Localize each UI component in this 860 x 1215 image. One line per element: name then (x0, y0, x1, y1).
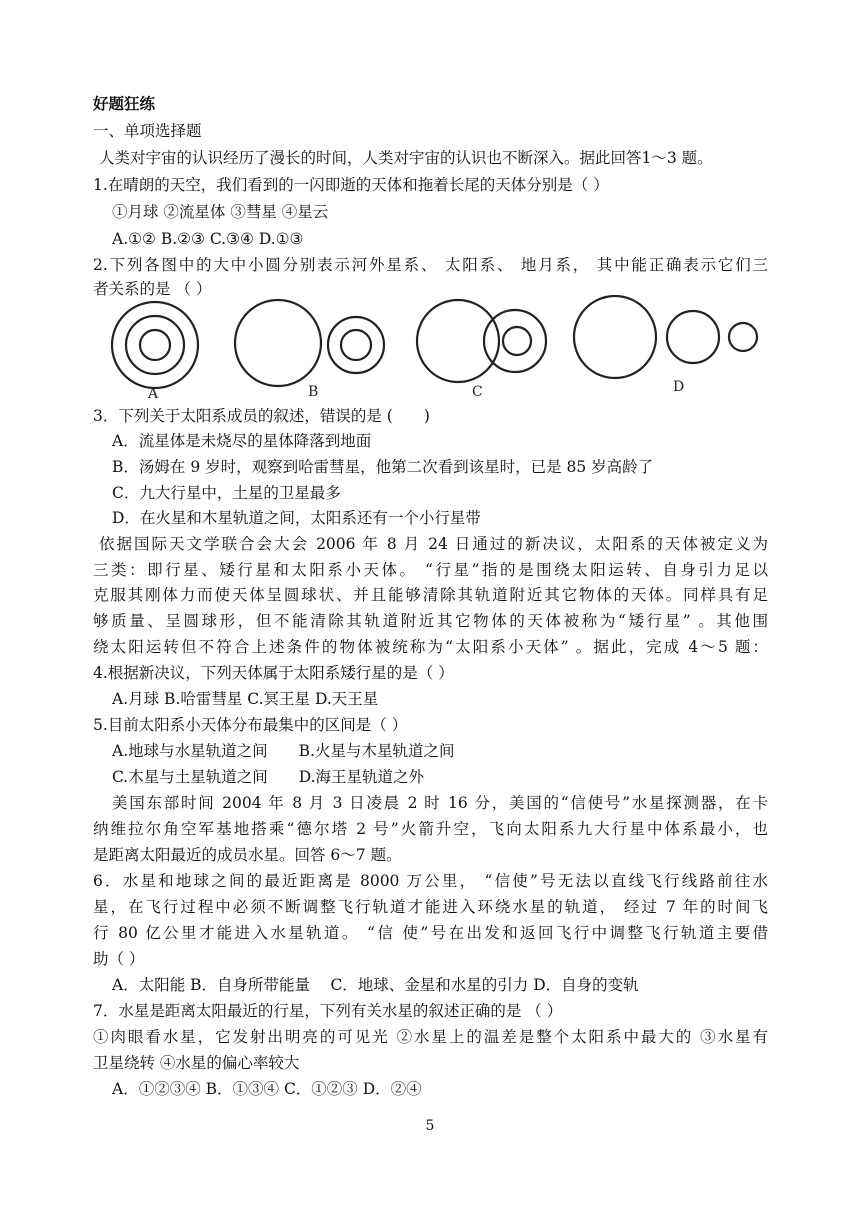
q5-options-line1: A.地球与水星轨道之间 B.火星与木星轨道之间 (112, 742, 455, 760)
intro-6-7-line2: 纳维拉尔角空军基地搭乘“德尔塔 2 号”火箭升空，飞向太阳系九大行星中体系最小，也 (93, 820, 768, 838)
q7-stem: 7．水星是距离太阳最近的行星，下列有关水星的叙述正确的是 （ ） (93, 1002, 563, 1020)
figure-c-medium-circle (484, 310, 546, 372)
intro-6-7-line1: 美国东部时间 2004 年 8 月 3 日凌晨 2 时 16 分，美国的“信使号”水星探测器，在卡 (112, 794, 768, 812)
q6-stem-line4: 助（ ） (93, 950, 145, 968)
page-number: 5 (425, 1118, 435, 1134)
figure-c-small-circle (503, 327, 531, 355)
q5-options-line2: C.木星与土星轨道之间 D.海王星轨道之外 (112, 768, 425, 786)
intro-1-3: 人类对宇宙的认识经历了漫长的时间，人类对宇宙的认识也不断深入。据此回答1～3 题。 (99, 149, 713, 167)
figure-c-large-circle (417, 300, 499, 382)
q1-options: A.①② B.②③ C.③④ D.①③ (112, 230, 304, 248)
q1-items: ①月球 ②流星体 ③彗星 ④星云 (112, 203, 329, 221)
q2-figure (100, 295, 780, 400)
intro-4-5-line5: 绕太阳运转但不符合上述条件的物体被统称为“太阳系小天体” 。据此，完成 4～5 题： (93, 638, 768, 656)
figure-label-d: D (673, 379, 685, 395)
part-title: 一、单项选择题 (93, 122, 202, 140)
q3-option-a: A．流星体是未烧尽的星体降落到地面 (112, 432, 372, 450)
figure-a-medium-circle (126, 316, 184, 374)
q6-options: A．太阳能 B．自身所带能量 C．地球、金星和水星的引力 D．自身的变轨 (112, 976, 639, 994)
q4-options: A.月球 B.哈雷彗星 C.冥王星 D.天王星 (112, 690, 379, 708)
figure-d-medium-circle (667, 311, 719, 363)
figure-b-small-circle (341, 330, 371, 360)
figure-label-b: B (308, 384, 319, 400)
figure-d-large-circle (574, 296, 656, 378)
figure-label-c: C (472, 384, 483, 400)
q1-stem: 1.在晴朗的天空，我们看到的一闪即逝的天体和拖着长尾的天体分别是（ ） (93, 176, 609, 194)
figure-b-large-circle (235, 300, 321, 386)
q6-stem-line2: 星，在飞行过程中必须不断调整飞行轨道才能进入环绕水星的轨道， 经过 7 年的时间飞 (93, 898, 768, 916)
q3-option-b: B．汤姆在 9 岁时，观察到哈雷彗星，他第二次看到该星时，已是 85 岁高龄了 (112, 458, 654, 476)
q7-options: A．①②③④ B．①③④ C．①②③ D．②④ (112, 1080, 422, 1098)
figure-a-small-circle (140, 330, 170, 360)
q2-stem-line1: 2.下列各图中的大中小圆分别表示河外星系、 太阳系、 地月系， 其中能正确表示它们三 (93, 256, 768, 274)
figure-b-medium-circle (328, 317, 384, 373)
q2-stem-line2: 者关系的是 （ ） (93, 280, 212, 298)
intro-4-5-line4: 够质量、呈圆球形，但不能清除其轨道附近其它物体的天体被称为“矮行星” 。其他围 (93, 612, 768, 630)
intro-4-5-line3: 克服其刚体力而使天体呈圆球状、并且能够清除其轨道附近其它物体的天体。同样具有足 (93, 586, 768, 604)
intro-6-7-line3: 是距离太阳最近的成员水星。回答 6～7 题。 (93, 846, 402, 864)
intro-4-5-line1: 依据国际天文学联合会大会 2006 年 8 月 24 日通过的新决议，太阳系的天体被定义为 (99, 535, 768, 553)
figure-label-a: A (148, 386, 159, 400)
q6-stem-line3: 行 80 亿公里才能进入水星轨道。 “信 使”号在出发和返回飞行中调整飞行轨道主要借 (93, 924, 768, 942)
figure-d-small-circle (729, 323, 757, 351)
q3-option-c: C．九大行星中，土星的卫星最多 (112, 484, 341, 502)
q3-stem: 3．下列关于太阳系成员的叙述，错误的是 ( ) (93, 407, 430, 425)
q4-stem: 4.根据新决议，下列天体属于太阳系矮行星的是（ ） (93, 664, 454, 682)
intro-4-5-line2: 三类：即行星、矮行星和太阳系小天体。 “行星”指的是围绕太阳运转、自身引力足以 (93, 561, 768, 579)
q7-items-line1: ①肉眼看水星，它发射出明亮的可见光 ②水星上的温差是整个太阳系中最大的 ③水星有 (93, 1028, 768, 1046)
q7-items-line2: 卫星绕转 ④水星的偏心率较大 (93, 1054, 300, 1072)
q6-stem-line1: 6．水星和地球之间的最近距离是 8000 万公里， “信使”号无法以直线飞行线路前往水 (93, 872, 768, 890)
q3-option-d: D．在火星和木星轨道之间，太阳系还有一个小行星带 (112, 509, 481, 527)
q5-stem: 5.目前太阳系小天体分布最集中的区间是（ ） (93, 716, 408, 734)
section-title: 好题狂练 (93, 94, 156, 113)
